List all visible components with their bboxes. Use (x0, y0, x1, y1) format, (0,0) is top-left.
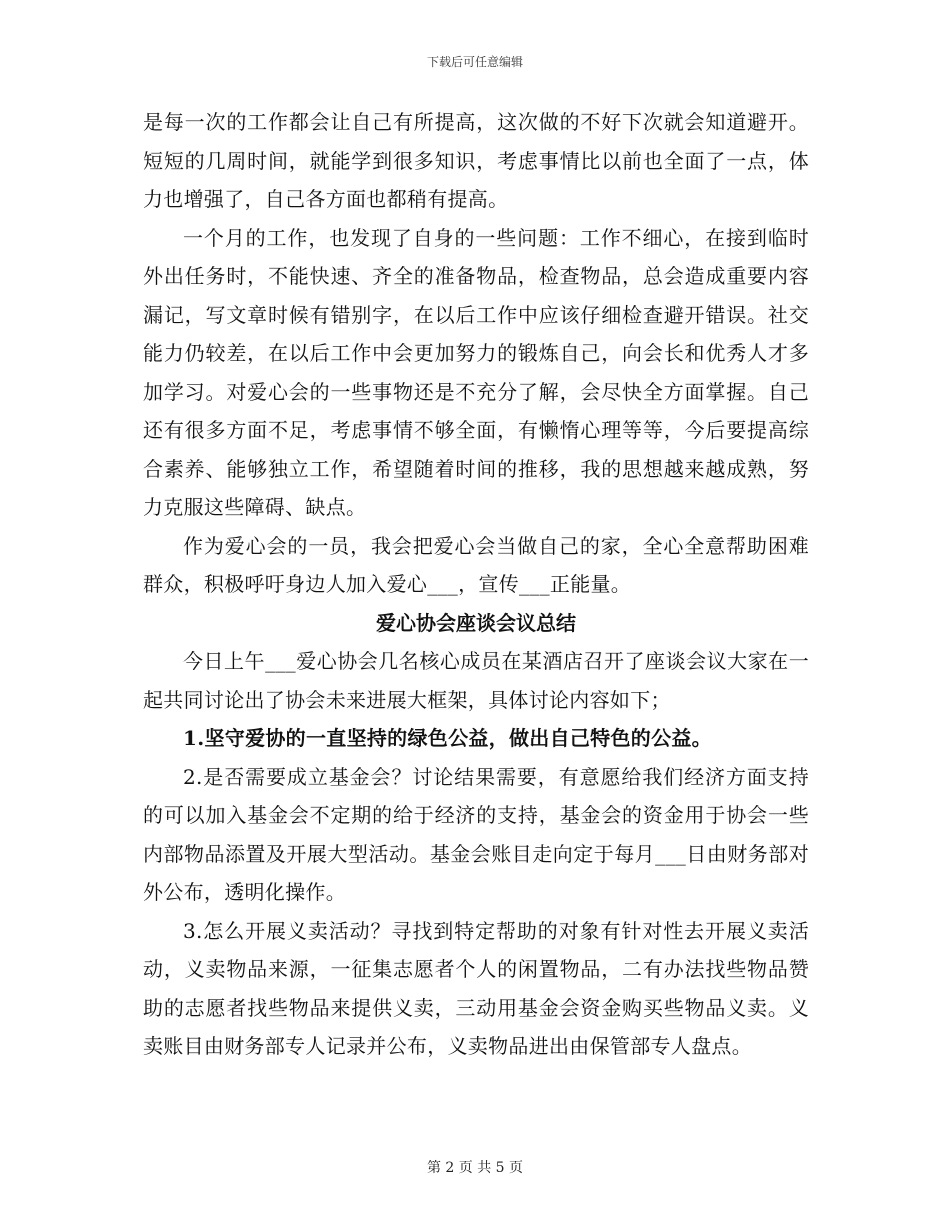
document-body (143, 103, 809, 1066)
page-footer: 第 2 页 共 5 页 (426, 1160, 524, 1176)
paragraph-continuation: 是每一次的工作都会让自己有所提高，这次做的不好下次就会知道避开。短短的几周时间，就能学到很多知识，考虑事情比以前也全面了一点，体力也增强了，自己各方面也都稍有提高。 (143, 110, 809, 211)
list-item-1: 1.坚守爱协的一直坚持的绿色公益，做出自己特色的公益。 (183, 726, 712, 750)
list-item-3: 3.怎么开展义卖活动？寻找到特定帮助的对象有针对性去开展义卖活动，义卖物品来源，一征集志愿者个人的闲置物品，二有办法找些物品赞助的志愿者找些物品来提供义卖，三动用基金会资金购买些物品义卖。义卖账目由财务部专人记录并公布，义卖物品进出由保管部专人盘点。 (143, 918, 809, 1058)
header-note: 下载后可任意编辑 (426, 55, 523, 69)
section-heading: 爱心协会座谈会议总结 (376, 610, 576, 635)
paragraph-meeting-intro: 今日上午___爱心协会几名核心成员在某酒店召开了座谈会议大家在一起共同讨论出了协会未来进展大框架，具体讨论内容如下； (143, 649, 809, 712)
list-item-2: 2.是否需要成立基金会？讨论结果需要，有意愿给我们经济方面支持的可以加入基金会不定期的给于经济的支持，基金会的资金用于协会一些内部物品添置及开展大型活动。基金会账目走向定于每月___日由财务部对外公布，透明化操作。 (143, 764, 809, 904)
paragraph-problems: 一个月的工作，也发现了自身的一些问题：工作不细心，在接到临时外出任务时，不能快速、齐全的准备物品，检查物品，总会造成重要内容漏记，写文章时候有错别字，在以后工作中应该仔细检查避开错误。社交能力仍较差，在以后工作中会更加努力的锻炼自己，向会长和优秀人才多加学习。对爱心会的一些事物还是不充分了解，会尽快全方面掌握。自己还有很多方面不足，考虑事情不够全面，有懒惰心理等等，今后要提高综合素养、能够独立工作，希望随着时间的推移，我的思想越来越成熟，努力克服这些障碍、缺点。 (143, 225, 809, 519)
paragraph-commitment: 作为爱心会的一员，我会把爱心会当做自己的家，全心全意帮助困难群众，积极呼吁身边人加入爱心___，宣传___正能量。 (143, 533, 809, 596)
